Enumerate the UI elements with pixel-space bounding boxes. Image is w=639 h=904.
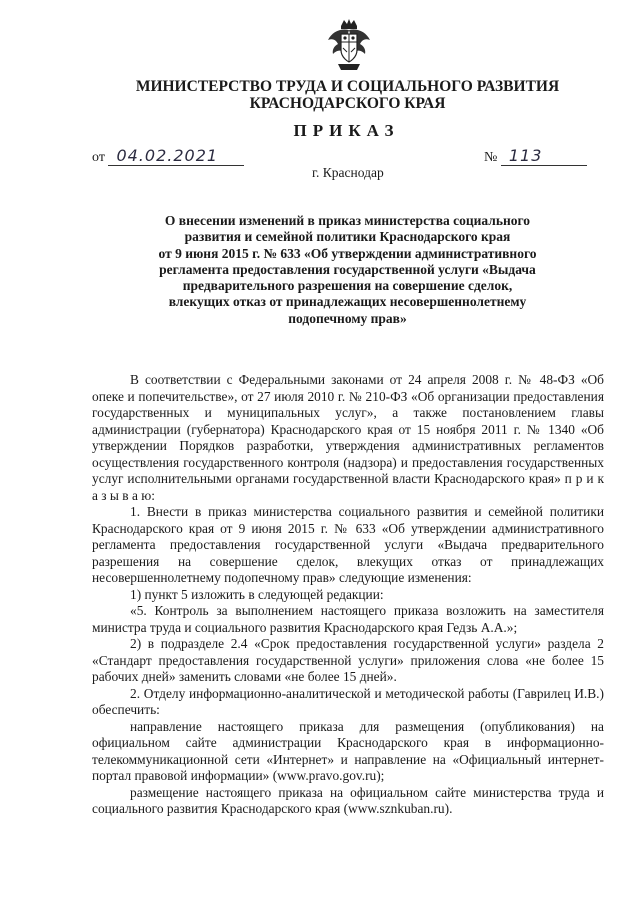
ministry-name-line1: МИНИСТЕРСТВО ТРУДА И СОЦИАЛЬНОГО РАЗВИТИЯ	[135, 78, 560, 95]
website-placement-paragraph: размещение настоящего приказа на официальном сайте министерства труда и социального развития Краснодарского края (www.sznkuban.ru).	[92, 784, 604, 816]
order-number-handwritten: 113	[501, 146, 587, 166]
clause-1-paragraph: 1. Внести в приказ министерства социального развития и семейной политики Краснодарского края от 9 июня 2015 г. № 633 «Об утверждении административного регламента предоставления государственной услуги «Выдача предварительного разрешения на совершение сделок, влекущих отказ от принадлежащих несовершеннолетнему подопечному прав» следующие изменения:	[92, 504, 604, 585]
subject-line: развития и семейной политики Краснодарского края	[184, 229, 511, 245]
preamble-paragraph: В соответствии с Федеральными законами от 24 апреля 2008 г. № 48-ФЗ «Об опеке и попечительстве», от 27 июля 2010 г. № 210-ФЗ «Об организации предоставления государственных и муниципальных услуг», а также постановлением главы администрации (губернатора) Краснодарского края от 15 ноября 2011 г. № 1340 «Об утверждении Порядков разработки, утверждения административных регламентов осуществления государственного контроля (надзора) и предоставления государственных услуг исполнительными органами государственной власти Краснодарского края» п р и к а з ы в а ю:	[92, 372, 604, 503]
subject-line: предварительного разрешения на совершение сделок,	[182, 278, 513, 294]
subject-line: влекущих отказ от принадлежащих несовершеннолетнему	[168, 294, 527, 310]
document-type-title: ПРИКАЗ	[293, 121, 400, 140]
issue-city: г. Краснодар	[312, 165, 384, 180]
subject-line: подопечному прав»	[288, 310, 407, 326]
order-subject-heading	[0, 213, 639, 327]
coat-of-arms-icon	[326, 18, 372, 72]
publication-direction-paragraph: направление настоящего приказа для размещения (опубликования) на официальном сайте администрации Краснодарского края в информационно-телекоммуникационной сети «Интернет» и направление на «Официальный интернет-портал правовой информации» (www.pravo.gov.ru);	[92, 718, 604, 783]
subclause-2-paragraph: 2) в подразделе 2.4 «Срок предоставления государственной услуги» раздела 2 «Стандарт предоставления государственной услуги» приложения слова «не более 15 рабочих дней» заменить словами «не более 15 дней».	[92, 636, 604, 684]
subclause-1-paragraph: 1) пункт 5 изложить в следующей редакции:	[130, 586, 384, 602]
subject-line: от 9 июня 2015 г. № 633 «Об утверждении административного	[158, 245, 537, 261]
order-body	[92, 372, 604, 818]
order-number-row	[484, 146, 587, 166]
clause-5-text-paragraph: «5. Контроль за выполнением настоящего приказа возложить на заместителя министра труда и социального развития Краснодарского края Гедзь А.А.»;	[92, 603, 604, 635]
subject-line: О внесении изменений в приказ министерства социального	[164, 213, 531, 228]
subject-line: регламента предоставления государственной услуги «Выдача	[159, 261, 536, 277]
clause-2-paragraph: 2. Отделу информационно-аналитической и методической работы (Гаврилец И.В.) обеспечить:	[92, 685, 604, 717]
order-date-row	[92, 146, 244, 166]
number-prefix: №	[484, 150, 498, 165]
order-date-handwritten: 04.02.2021	[108, 146, 244, 166]
ministry-name-line2: КРАСНОДАРСКОГО КРАЯ	[249, 95, 446, 112]
date-prefix: от	[92, 150, 105, 165]
